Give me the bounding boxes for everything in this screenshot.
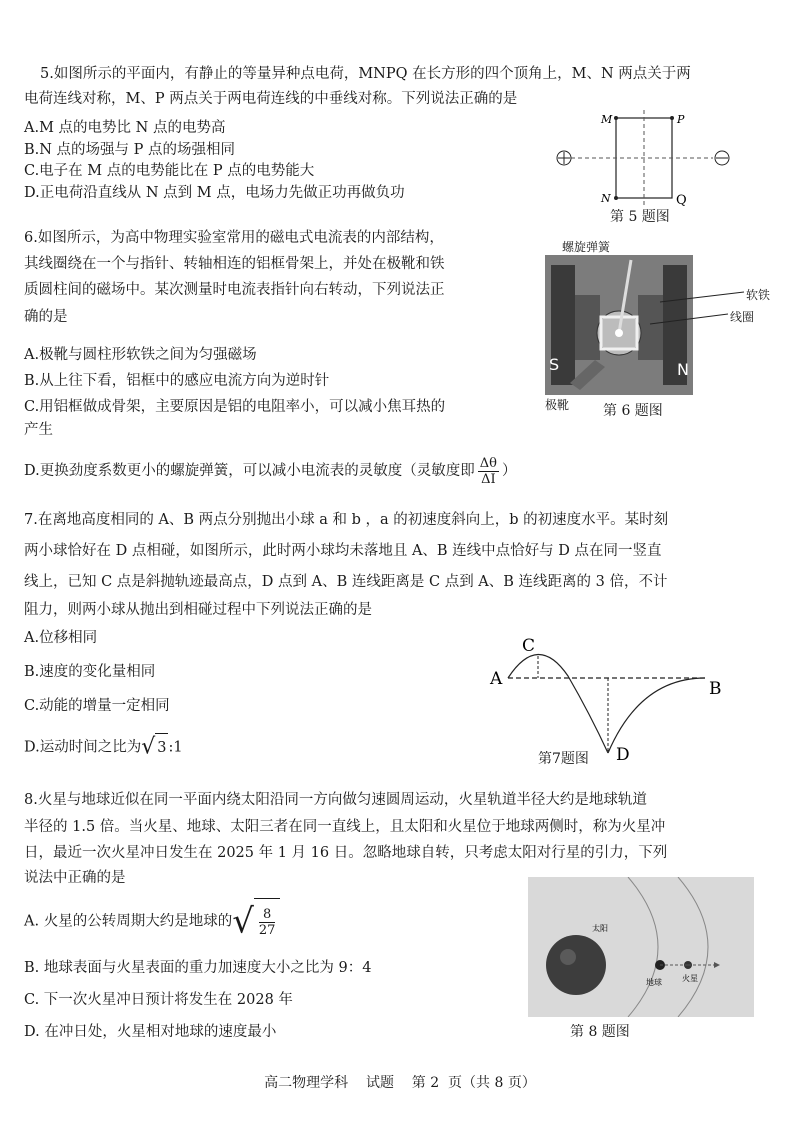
sqrt-fraction: √ $\frac{8}{27}$ — [232, 898, 280, 945]
label-p: P — [677, 113, 685, 126]
q8-figure — [528, 877, 754, 1017]
q6-stem-line-1: 6.如图所示，为高中物理实验室常用的磁电式电流表的内部结构， — [24, 230, 444, 246]
q6-stem-line-2: 其线圈绕在一个与指针、转轴相连的铝框骨架上，并处在极靴和铁 — [24, 256, 445, 272]
q7-stem-line-1: 7.在离地高度相同的 A、B 两点分别抛出小球 a 和 b ，a 的初速度斜向上，b 的初速度水平。某时刻 — [24, 512, 669, 528]
label-n-pole: N — [677, 360, 689, 379]
q6-option-d: D.更换劲度系数更小的螺旋弹簧，可以减小电流表的灵敏度（灵敏度即 $\frac{\Delta\theta}{\Delta I}$ ） — [24, 455, 517, 487]
q6-leader-lines — [640, 280, 750, 325]
q7-option-d: D.运动时间之比为√ 3 :1 — [24, 733, 183, 762]
q5-option-b: B.N 点的场强与 P 点的场强相同 — [24, 142, 236, 158]
label-soft-iron: 软铁 — [746, 288, 771, 302]
q6-option-c-cont: 产生 — [24, 422, 53, 438]
q8-stem-line-3: 日，最近一次火星冲日发生在 2025 年 1 月 16 日。忽略地球自转，只考虑太阳对行星的引力，下列 — [24, 845, 668, 861]
q5-option-d: D.正电荷沿直线从 N 点到 M 点，电场力先做正功再做负功 — [24, 185, 405, 201]
label-n: N — [601, 192, 611, 205]
q5-option-a: A.M 点的电势比 N 点的电势高 — [24, 120, 226, 136]
q7-option-b: B.速度的变化量相同 — [24, 664, 156, 680]
label-q: Q — [676, 193, 687, 208]
label-c: C — [522, 636, 536, 656]
q7-option-c: C.动能的增量一定相同 — [24, 698, 170, 714]
label-earth: 地球 — [646, 978, 662, 987]
q6-stem-line-4: 确的是 — [24, 309, 68, 325]
q7-figure — [480, 632, 740, 767]
label-m: M — [601, 113, 613, 126]
q5-stem-line-2: 电荷连线对称，M、P 两点关于两电荷连线的中垂线对称。下列说法正确的是 — [24, 91, 518, 107]
q8-stem-line-2: 半径的 1.5 倍。当火星、地球、太阳三者在同一直线上，且太阳和火星位于地球两侧时，称为火星冲 — [24, 819, 666, 835]
label-mars: 火星 — [682, 974, 698, 983]
q7-stem-line-3: 线上，已知 C 点是斜抛轨迹最高点，D 点到 A、B 连线距离是 C 点到 A、B 连线距离的 3 倍，不计 — [24, 574, 668, 590]
page-footer: 高二物理学科 试题 第 2 页（共 8 页） — [264, 1075, 536, 1091]
label-s: S — [549, 355, 560, 374]
sensitivity-fraction: $\frac{\Delta\theta}{\Delta I}$ — [479, 455, 497, 487]
q8-option-a: A. 火星的公转周期大约是地球的√ $\frac{8}{27}$ — [24, 898, 280, 945]
q8-option-c: C. 下一次火星冲日预计将发生在 2028 年 — [24, 992, 293, 1008]
q6-option-b: B.从上往下看，铝框中的感应电流方向为逆时针 — [24, 373, 330, 389]
q7-option-a: A.位移相同 — [24, 630, 98, 646]
label-spring: 螺旋弹簧 — [562, 240, 611, 254]
q5-stem-line-1: 5.如图所示的平面内，有静止的等量异种点电荷，MNPQ 在长方形的四个顶角上，M、N 两点关于两 — [40, 66, 691, 82]
q6-option-a: A.极靴与圆柱形软铁之间为匀强磁场 — [24, 347, 257, 363]
q7-caption: 第7题图 — [538, 751, 589, 767]
q7-stem-line-4: 阻力，则两小球从抛出到相碰过程中下列说法正确的是 — [24, 602, 372, 618]
q8-stem-line-4: 说法中正确的是 — [24, 870, 126, 886]
label-a: A — [490, 669, 503, 689]
q5-caption: 第 5 题图 — [610, 209, 670, 225]
label-b: B — [709, 679, 722, 699]
q5-figure — [545, 105, 785, 215]
label-coil: 线圈 — [730, 310, 755, 324]
q7-stem-line-2: 两小球恰好在 D 点相碰，如图所示，此时两小球均未落地且 A、B 连线中点恰好与 D 点在同一竖直 — [24, 543, 662, 559]
q8-stem-line-1: 8.火星与地球近似在同一平面内绕太阳沿同一方向做匀速圆周运动，火星轨道半径大约是地球轨道 — [24, 792, 647, 808]
q5-option-c: C.电子在 M 点的电势能比在 P 点的电势能大 — [24, 163, 315, 179]
q8-option-d: D. 在冲日处，火星相对地球的速度最小 — [24, 1024, 277, 1040]
q6-option-c: C.用铝框做成骨架，主要原因是铝的电阻率小，可以减小焦耳热的 — [24, 399, 446, 415]
q6-caption: 第 6 题图 — [603, 403, 663, 419]
q8-option-b: B. 地球表面与火星表面的重力加速度大小之比为 9：4 — [24, 960, 372, 976]
label-pole-shoe: 极靴 — [545, 398, 570, 412]
label-d: D — [616, 745, 630, 765]
q8-caption: 第 8 题图 — [570, 1024, 630, 1040]
q6-stem-line-3: 质圆柱间的磁场中。某次测量时电流表指针向右转动，下列说法正 — [24, 282, 445, 298]
sqrt-three: √ 3 — [141, 733, 168, 762]
q6-figure — [545, 255, 693, 395]
label-sun: 太阳 — [592, 924, 608, 933]
